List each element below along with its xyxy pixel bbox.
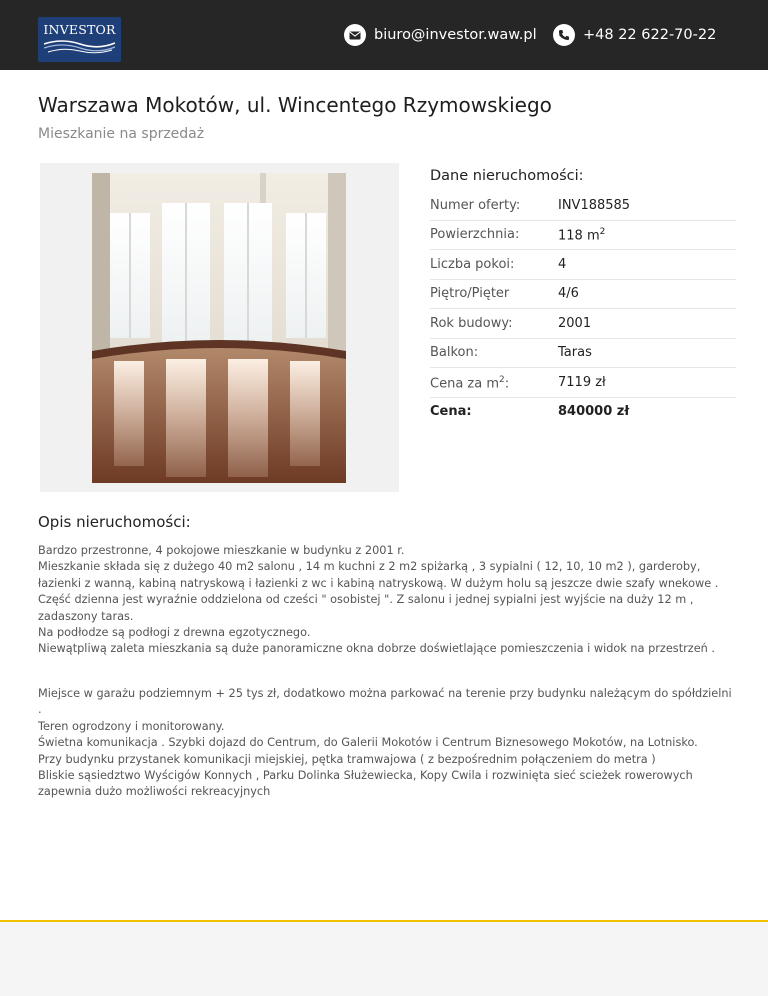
detail-label: Rok budowy:	[430, 316, 513, 331]
detail-row-area	[430, 221, 736, 250]
detail-value: 4	[558, 257, 567, 272]
detail-label: Liczba pokoi:	[430, 257, 515, 272]
footer	[0, 920, 768, 996]
detail-label: Cena:	[430, 404, 472, 419]
detail-value: INV188585	[558, 198, 631, 213]
investor-logo[interactable]	[38, 17, 121, 62]
envelope-icon	[344, 24, 366, 46]
detail-value: 7119 zł	[558, 375, 606, 390]
detail-value: Taras	[558, 345, 592, 360]
description-line: Bardzo przestronne, 4 pokojowe mieszkanie w budynku z 2001 r.	[38, 544, 405, 557]
logo-text: INVESTOR	[43, 22, 116, 37]
property-photo[interactable]	[92, 173, 346, 483]
detail-row-rooms	[430, 251, 736, 280]
price-per-area-label: Cena za m	[430, 376, 499, 392]
price-per-area-colon: :	[504, 376, 510, 392]
price-per-area-exponent: 2	[499, 375, 505, 385]
detail-row-price-per-m2	[430, 369, 736, 398]
phone-contact[interactable]	[553, 24, 716, 46]
description-line: Bliskie sąsiedztwo Wyścigów Konnych , Parku Dolinka Służewiecka, Kopy Cwila i rozwinięta sieć scieżek rowerowych zapewnia dużo możliwości rekreacyjnych	[38, 769, 693, 799]
detail-row-offer-number	[430, 192, 736, 221]
detail-row-build-year	[430, 310, 736, 339]
detail-row-price	[430, 398, 736, 426]
detail-row-balcony	[430, 339, 736, 368]
description-paragraph-1	[38, 543, 733, 658]
description-line: Teren ogrodzony i monitorowany.	[38, 719, 225, 733]
wave-icon	[44, 38, 115, 56]
phone-icon	[553, 24, 575, 46]
detail-row-floor	[430, 280, 736, 309]
detail-label: Piętro/Pięter	[430, 286, 510, 301]
email-link[interactable]: biuro@investor.waw.pl	[374, 27, 537, 43]
detail-value: 4/6	[558, 286, 579, 301]
description-line: Na podłodze są podłogi z drewna egzotycznego.	[38, 626, 311, 640]
property-details-heading: Dane nieruchomości:	[430, 168, 584, 184]
detail-value	[558, 227, 605, 243]
area-value: 118 m	[558, 228, 600, 244]
description-heading: Opis nieruchomości:	[38, 513, 191, 531]
description-line: Miejsce w garażu podziemnym + 25 tys zł, dodatkowo można parkować na terenie przy budynku należącym do spółdzielni .	[38, 687, 732, 717]
detail-label	[430, 375, 509, 391]
header-bar	[0, 0, 768, 70]
detail-label: Powierzchnia:	[430, 227, 520, 242]
description-line: Przy budynku przystanek komunikacji miejskiej, pętka tramwajowa ( z bezpośrednim połączeniem do metra )	[38, 752, 656, 766]
photo-frame	[40, 163, 399, 492]
phone-number[interactable]: +48 22 622-70-22	[583, 27, 717, 43]
description-line: Niewątpliwą zaleta mieszkania są duże panoramiczne okna dobrze doświetlające pomieszczenia i widok na przestrzeń .	[38, 642, 715, 656]
description-line: Mieszkanie składa się z dużego 40 m2 salonu , 14 m kuchni z 2 m2 spiżarką , 3 sypialni ( 12, 10, 10 m2 ), garderoby, łazienki z wanną, kabiną natryskową i łazienki z wc i kabiną natryskową. W dużym holu są jeszcze dwie szafy wnekowe . Część dzienna jest wyraźnie oddzielona od cześci " osobistej ". Z salonu i jednej sypialni jest wyjście na duży 12 m , zadaszony taras.	[38, 560, 719, 623]
detail-value: 840000 zł	[558, 404, 630, 419]
area-unit-exponent: 2	[599, 227, 606, 237]
listing-title: Warszawa Mokotów, ul. Wincentego Rzymowskiego	[38, 93, 552, 117]
description-line: Świetna komunikacja . Szybki dojazd do Centrum, do Galerii Mokotów i Centrum Biznesowego Mokotów, na Lotnisko.	[38, 736, 698, 750]
description-paragraph-2	[38, 686, 733, 801]
listing-subtitle: Mieszkanie na sprzedaż	[38, 126, 205, 142]
email-contact[interactable]	[344, 24, 537, 46]
detail-label: Balkon:	[430, 345, 479, 360]
detail-label: Numer oferty:	[430, 198, 521, 213]
detail-value: 2001	[558, 316, 592, 331]
